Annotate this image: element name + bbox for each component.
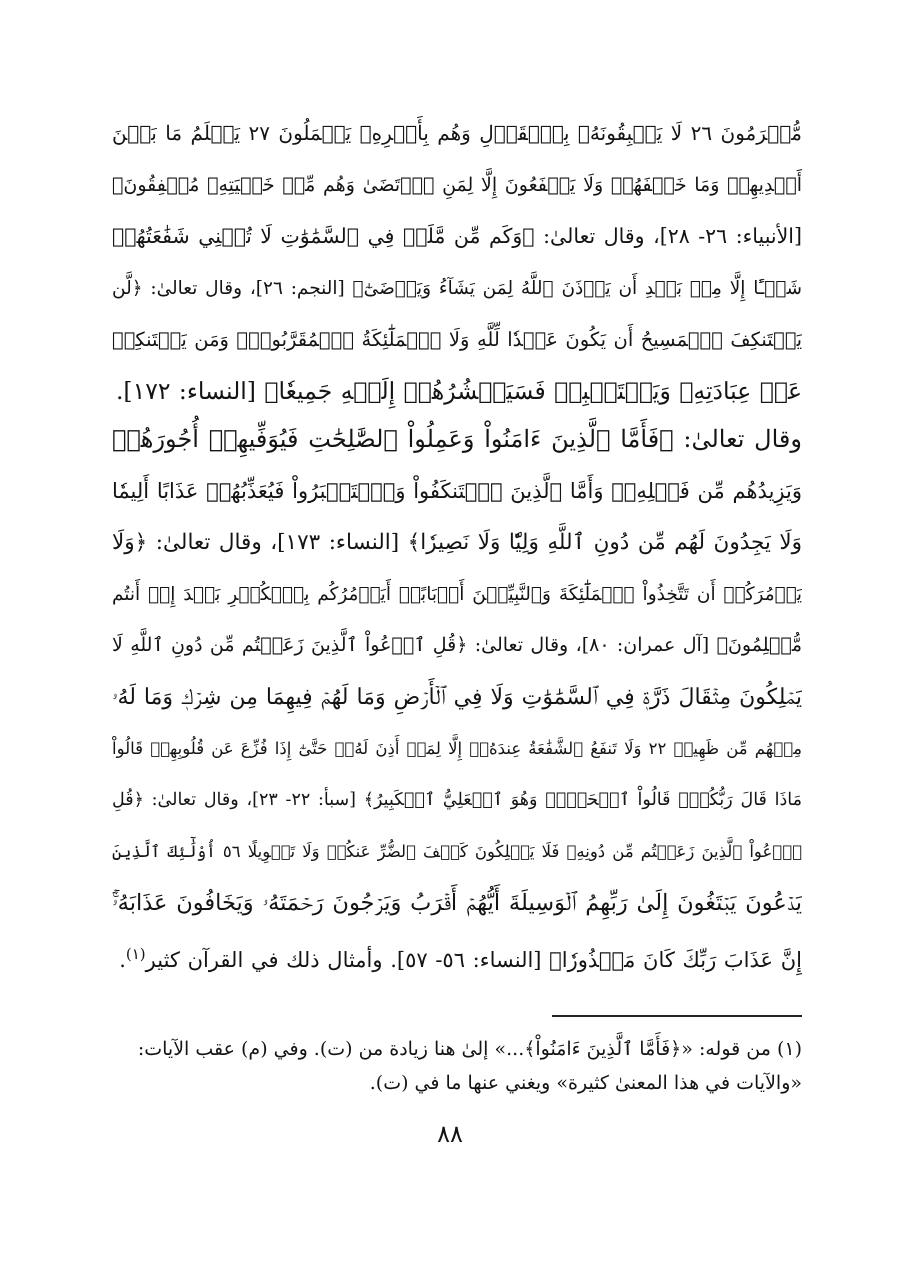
text-line-last: إِنَّ عَذَابَ رَبِّكَ كَانَ مَحۡذُورٗا﴾ [النساء: ٥٦- ٥٧]. وأمثال ذلك في القرآن كثير$^{(١)}$.	[119, 945, 802, 972]
page-number: ٨٨	[437, 1120, 463, 1148]
paragraph-quran-verses-2	[112, 414, 802, 981]
text-line: مَاذَا قَالَ رَبُّكُمۡۖ قَالُواْ ٱلۡحَقَّۖ وَهُوَ ٱلۡعَلِيُّ ٱلۡكَبِيرُ﴾ [سبأ: ٢٢- ٢٣]، وقال تعالىٰ: ﴿قُلِ	[112, 789, 802, 810]
footnote-marker: (١)	[125, 945, 146, 963]
text-line: يَسۡتَنكِفَ ٱلۡمَسِيحُ أَن يَكُونَ عَبۡدٗا لِّلَّهِ وَلَا ٱلۡمَلَٰٓئِكَةُ ٱلۡمُقَرَّبُونَۚ وَمَن يَسۡتَنكِفۡ	[112, 328, 802, 351]
paragraph-quran-verses-1	[112, 108, 802, 417]
text-line: وَيَزِيدُهُم مِّن فَضۡلِهِۦۖ وَأَمَّا ٱلَّذِينَ ٱسۡتَنكَفُواْ وَٱسۡتَكۡبَرُواْ فَيُعَذِّبُهُمۡ عَذَابًا أَلِيمٗا	[112, 478, 802, 503]
text-line: مِنۡهُم مِّن ظَهِيرٖ ٢٢ وَلَا تَنفَعُ ٱلشَّفَٰعَةُ عِندَهُۥٓ إِلَّا لِمَنۡ أَذِنَ لَهُۥۚ حَتَّىٰٓ إِذَا فُزِّعَ عَن قُلُوبِهِمۡ قَالُواْ	[112, 739, 802, 758]
text-line: مُّكۡرَمُونَ ٢٦ لَا يَسۡبِقُونَهُۥ بِٱلۡقَوۡلِ وَهُم بِأَمۡرِهِۦ يَعۡمَلُونَ ٢٧ يَعۡلَمُ مَا بَيۡنَ	[112, 121, 802, 145]
text-line: وقال تعالىٰ: ﴿فَأَمَّا ٱلَّذِينَ ءَامَنُواْ وَعَمِلُواْ ٱلصَّٰلِحَٰتِ فَيُوَفِّيهِمۡ أُجُورَهُمۡ	[112, 425, 802, 453]
text-line: مُّسۡلِمُونَ﴾ [آل عمران: ٨٠]، وقال تعالىٰ: ﴿قُلِ ٱدۡعُواْ ٱلَّذِينَ زَعَمۡتُم مِّن دُونِ ٱللَّهِ لَا	[112, 634, 802, 656]
footnote-line: «والآيات في هذا المعنىٰ كثيرة» ويغني عنها ما في (ت).	[369, 1072, 802, 1094]
text-line-content: إِنَّ عَذَابَ رَبِّكَ كَانَ مَحۡذُورٗا﴾ [النساء: ٥٦- ٥٧]. وأمثال ذلك في القرآن كثير	[145, 948, 802, 972]
text-line: يَأۡمُرَكُمۡ أَن تَتَّخِذُواْ ٱلۡمَلَٰٓئِكَةَ وَٱلنَّبِيِّـۧنَ أَرۡبَابًاۗ أَيَأۡمُرُكُم بِٱلۡكُفۡرِ بَعۡدَ إِذۡ أَنتُم	[112, 583, 802, 605]
footnote	[112, 1032, 802, 1100]
footnote-line: (١) من قوله: «﴿فَأَمَّا ٱلَّذِينَ ءَامَنُواْ﴾...» إلىٰ هنا زيادة من (ت). وفي (م) عقب الآيات:	[137, 1038, 802, 1060]
text-line: أَيۡدِيهِمۡ وَمَا خَلۡفَهُمۡ وَلَا يَشۡفَعُونَ إِلَّا لِمَنِ ٱرۡتَضَىٰ وَهُم مِّنۡ خَشۡيَتِهِۦ مُشۡفِقُونَ﴾	[112, 173, 802, 196]
text-line: شَيۡـًٔا إِلَّا مِنۢ بَعۡدِ أَن يَأۡذَنَ ٱللَّهُ لِمَن يَشَآءُ وَيَرۡضَىٰٓ﴾ [النجم: ٢٦]، وقال تعالىٰ: ﴿لَّن	[112, 277, 802, 299]
text-line: وَلَا يَجِدُونَ لَهُم مِّن دُونِ ٱللَّهِ وَلِيّٗا وَلَا نَصِيرٗا﴾ [النساء: ١٧٣]، وقال تعالىٰ: ﴿وَلَا	[112, 530, 802, 555]
footnote-divider	[552, 1015, 802, 1017]
text-line: ٱدۡعُواْ ٱلَّذِينَ زَعَمۡتُم مِّن دُونِهِۦ فَلَا يَمۡلِكُونَ كَشۡفَ ٱلضُّرِّ عَنكُمۡ وَلَا تَحۡوِيلًا ٥٦ أُوْلَٰٓئِكَ ٱلَّذِينَ	[112, 842, 802, 861]
text-line: عَنۡ عِبَادَتِهِۦ وَيَسۡتَكۡبِرۡ فَسَيَحۡشُرُهُمۡ إِلَيۡهِ جَمِيعٗا﴾ [النساء: ١٧٢].	[115, 376, 802, 405]
text-line: يَدۡعُونَ يَبۡتَغُونَ إِلَىٰ رَبِّهِمُ ٱلۡوَسِيلَةَ أَيُّهُمۡ أَقۡرَبُ وَيَرۡجُونَ رَحۡمَتَهُۥ وَيَخَافُونَ عَذَابَهُۥٓۚ	[112, 889, 802, 916]
text-line: يَمۡلِكُونَ مِثۡقَالَ ذَرَّةٖ فِي ٱلسَّمَٰوَٰتِ وَلَا فِي ٱلۡأَرۡضِ وَمَا لَهُمۡ فِيهِمَا مِن شِرۡكٖ وَمَا لَهُۥ	[112, 684, 802, 710]
text-line: [الأنبياء: ٢٦- ٢٨]، وقال تعالىٰ: ﴿وَكَم مِّن مَّلَكٖ فِي ٱلسَّمَٰوَٰتِ لَا تُغۡنِي شَفَٰعَتُهُمۡ	[112, 224, 802, 248]
